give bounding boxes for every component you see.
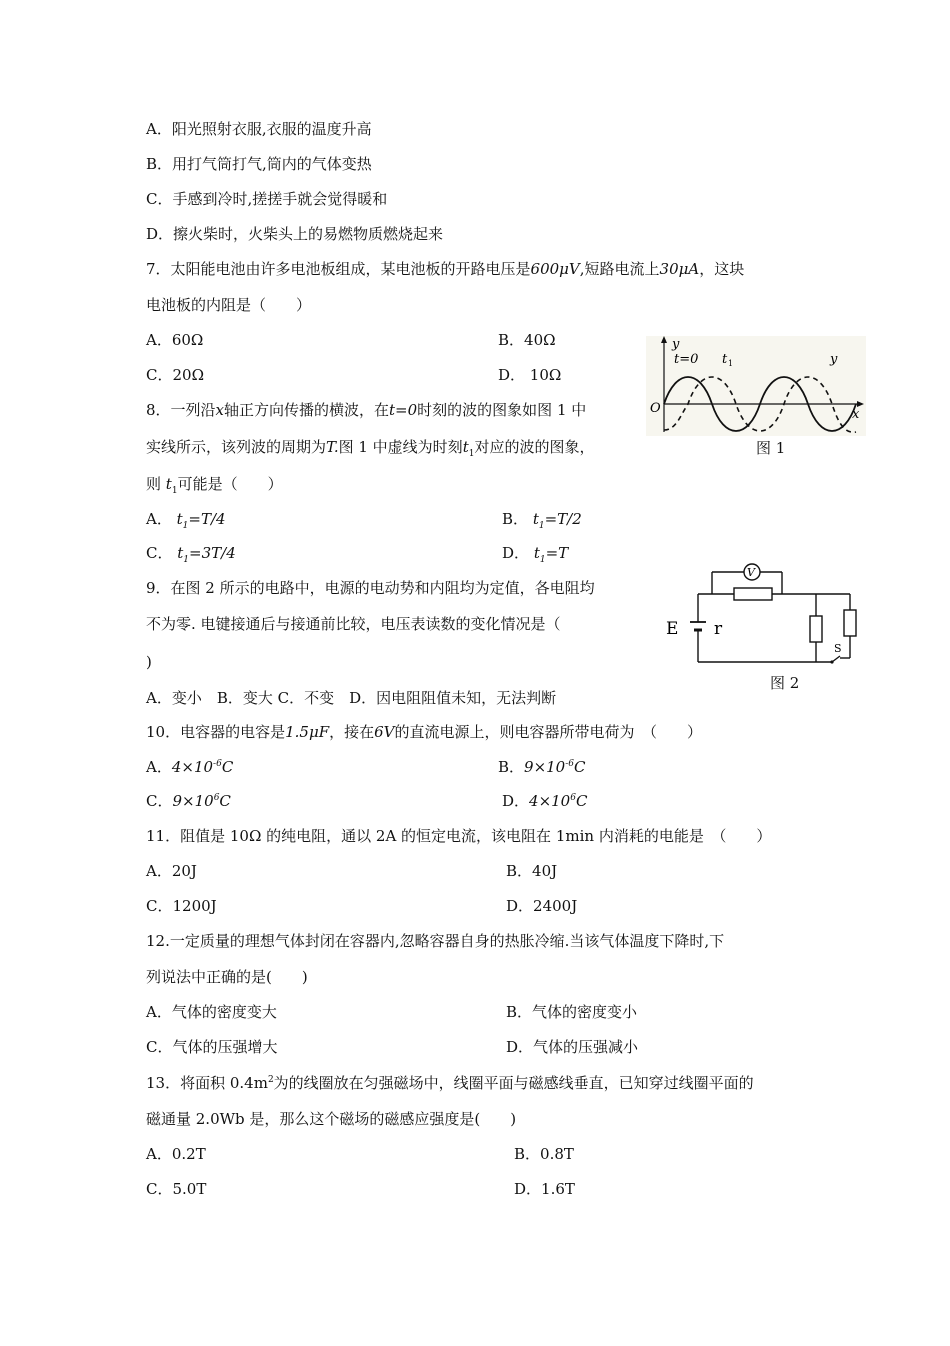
q7-stem-line1: 7．太阳能电池由许多电池板组成，某电池板的开路电压是600μV,短路电流上30μA，这块 [146, 260, 745, 278]
voltmeter-label: V [747, 566, 755, 579]
top-resistor [734, 588, 772, 600]
q13-option-c: C．5.0T [146, 1180, 207, 1198]
x-axis-label: x [852, 407, 860, 422]
q7-option-a: A．60Ω [146, 331, 204, 349]
q9-stem-line1: 9．在图 2 所示的电路中，电源的电动势和内阻均为定值，各电阻均 [146, 579, 595, 597]
y-axis-arrow [661, 336, 667, 343]
q12-stem-line1: 12.一定质量的理想气体封闭在容器内,忽略容器自身的热胀冷缩.当该气体温度下降时,下 [146, 932, 725, 950]
q6-option-a: A．阳光照射衣服,衣服的温度升高 [146, 120, 372, 138]
internal-resistance-label: r [714, 619, 723, 639]
y-label-right: y [830, 352, 838, 367]
q13-stem-line2: 磁通量 2.0Wb 是，那么这个磁场的磁感应强度是( ) [146, 1110, 517, 1128]
q10-option-d: D．$4\times 10^6C$ [502, 792, 588, 810]
switch-contact [830, 660, 833, 663]
figure-2-circuit [660, 560, 870, 672]
q6-option-b: B．用打气筒打气,筒内的气体变热 [146, 155, 372, 173]
q11-option-b: B．40J [506, 862, 558, 880]
t0-label: t=0 [674, 352, 699, 367]
q13-option-b: B．0.8T [514, 1145, 574, 1163]
q8-stem-line3: 则 $t_1$可能是（ ） [146, 475, 283, 496]
q12-option-c: C．气体的压强增大 [146, 1038, 278, 1056]
q7-stem-line2: 电池板的内阻是（ ） [146, 296, 312, 314]
q12-stem-line2: 列说法中正确的是( ) [146, 968, 308, 986]
wave-graph-svg [646, 336, 866, 436]
q8-option-a: A． $t_1=T/4$ [146, 510, 226, 531]
q12-option-d: D．气体的压强减小 [506, 1038, 639, 1056]
q13-option-a: A．0.2T [146, 1145, 206, 1163]
figure-1-caption: 图 1 [756, 439, 786, 457]
middle-resistor [810, 616, 822, 642]
q8-option-c: C． $t_1=3T/4$ [146, 544, 236, 565]
q11-option-d: D．2400J [506, 897, 578, 915]
figure-2-caption: 图 2 [770, 674, 800, 692]
q8-option-d: D． $t_1=T$ [502, 544, 569, 565]
t1-label: t [722, 352, 728, 367]
q7-option-d: D． 10Ω [498, 366, 562, 384]
q6-option-c: C．手感到冷时,搓搓手就会觉得暖和 [146, 190, 388, 208]
q8-stem-line2: 实线所示，该列波的周期为T.图 1 中虚线为时刻$t_1$对应的波的图象， [146, 438, 595, 459]
q13-option-d: D．1.6T [514, 1180, 575, 1198]
q9-options: A．变小 B．变大 C．不变 D．因电阻阻值未知，无法判断 [146, 689, 557, 707]
emf-label: E [666, 619, 679, 639]
q12-option-b: B．气体的密度变小 [506, 1003, 638, 1021]
t1-subscript: 1 [728, 359, 734, 368]
q9-stem-line3: ) [146, 653, 152, 671]
y-axis-label: y [672, 337, 680, 352]
switch-label: S [834, 642, 842, 655]
right-resistor [844, 610, 856, 636]
figure-1-wave [646, 336, 866, 436]
q13-stem-line1: 13．将面积 $0.4m^2$为的线圈放在匀强磁场中，线圈平面与磁感线垂直，已知穿过线圈平面的 [146, 1074, 754, 1092]
q6-option-d: D．擦火柴时，火柴头上的易燃物质燃烧起来 [146, 225, 444, 243]
q7-option-c: C．20Ω [146, 366, 205, 384]
q8-stem-line1: 8．一列沿x轴正方向传播的横波，在t=0时刻的波的图象如图 1 中 [146, 401, 587, 419]
origin-label: O [650, 401, 661, 416]
q12-option-a: A．气体的密度变大 [146, 1003, 277, 1021]
circuit-svg [660, 560, 870, 672]
q8-option-b: B． $t_1=T/2$ [502, 510, 582, 531]
q10-option-c: C．$9\times 10^6C$ [146, 792, 231, 810]
q10-option-b: B．$9\times 10^{-6}C$ [498, 758, 586, 776]
q11-stem: 11．阻值是 10Ω 的纯电阻，通以 2A 的恒定电流，该电阻在 1min 内消耗的电能是 （ ） [146, 827, 772, 845]
q7-option-b: B．40Ω [498, 331, 556, 349]
q9-stem-line2: 不为零. 电键接通后与接通前比较，电压表读数的变化情况是（ [146, 615, 561, 633]
q10-option-a: A．$4\times 10^{-6}C$ [146, 758, 234, 776]
q10-stem: 10．电容器的电容是1.5μF，接在6V的直流电源上，则电容器所带电荷为 （ ） [146, 723, 703, 741]
q11-option-a: A．20J [146, 862, 197, 880]
q11-option-c: C．1200J [146, 897, 217, 915]
